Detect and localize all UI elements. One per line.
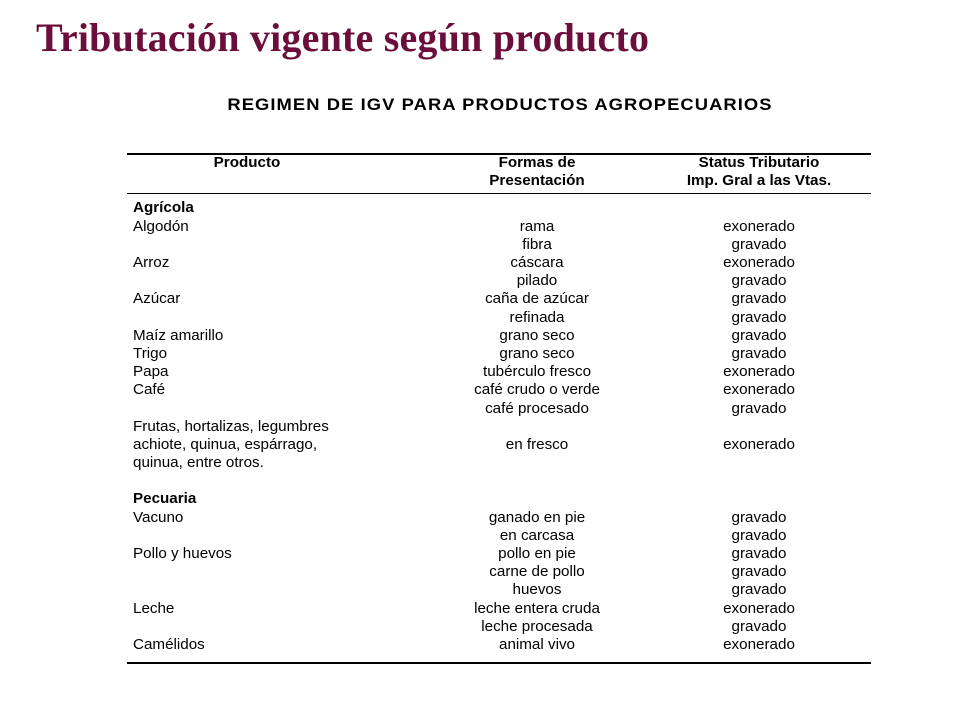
forma-cell: grano seco xyxy=(499,326,575,344)
table-row xyxy=(127,581,871,599)
status-cell: gravado xyxy=(731,563,787,581)
table-row xyxy=(127,381,871,399)
producto-cell: Pollo y huevos xyxy=(133,545,232,563)
table-row xyxy=(127,454,871,472)
producto-cell: Azúcar xyxy=(133,290,181,308)
forma-cell: caña de azúcar xyxy=(485,290,589,308)
producto-cell xyxy=(127,563,427,581)
forma-cell: pollo en pie xyxy=(498,545,576,563)
forma-cell: ganado en pie xyxy=(488,508,586,526)
table-row xyxy=(127,254,871,272)
header-status-line1: Status Tributario xyxy=(698,154,820,171)
table-row xyxy=(127,236,871,254)
header-formas-line2: Presentación xyxy=(489,172,585,190)
status-cell: gravado xyxy=(731,326,787,344)
table-row xyxy=(127,600,871,618)
status-cell: gravado xyxy=(731,399,787,417)
spacer-row xyxy=(127,190,871,199)
forma-cell: en fresco xyxy=(505,436,569,454)
header-producto: Producto xyxy=(213,154,281,171)
table-title: REGIMEN DE IGV PARA PRODUCTOS AGROPECUARIOS xyxy=(227,95,773,114)
forma-cell: leche procesada xyxy=(481,617,593,635)
status-cell xyxy=(647,418,871,436)
status-cell: exonerado xyxy=(723,217,795,235)
producto-cell xyxy=(127,272,427,290)
producto-cell: Trigo xyxy=(133,345,168,363)
forma-cell: fibra xyxy=(522,235,552,253)
table-row xyxy=(127,545,871,563)
status-cell: gravado xyxy=(731,617,787,635)
forma-cell: animal vivo xyxy=(499,636,575,654)
forma-cell: café crudo o verde xyxy=(474,381,600,399)
producto-cell: Papa xyxy=(133,363,169,381)
forma-cell: grano seco xyxy=(499,345,575,363)
forma-cell xyxy=(427,418,647,436)
forma-cell: café procesado xyxy=(485,399,589,417)
forma-cell xyxy=(427,454,647,472)
table-row xyxy=(127,327,871,345)
producto-cell: Algodón xyxy=(133,217,189,235)
table-row xyxy=(127,218,871,236)
producto-cell: Leche xyxy=(133,599,175,617)
producto-cell: achiote, quinua, espárrago, xyxy=(133,436,318,454)
status-cell: gravado xyxy=(731,308,787,326)
table-row xyxy=(127,290,871,308)
table-row xyxy=(127,309,871,327)
igv-table xyxy=(127,154,871,654)
table-row xyxy=(127,363,871,381)
forma-cell: refinada xyxy=(509,308,565,326)
header-row-1 xyxy=(127,154,871,172)
table-row xyxy=(127,563,871,581)
forma-cell: cáscara xyxy=(510,254,564,272)
status-cell: gravado xyxy=(731,581,787,599)
status-cell: gravado xyxy=(731,345,787,363)
producto-cell: Arroz xyxy=(133,254,170,272)
producto-cell: Café xyxy=(133,381,166,399)
producto-cell: Frutas, hortalizas, legumbres xyxy=(133,417,329,435)
table-row xyxy=(127,400,871,418)
producto-cell: Vacuno xyxy=(133,508,184,526)
status-cell: exonerado xyxy=(723,381,795,399)
status-cell: gravado xyxy=(731,290,787,308)
bottom-rule xyxy=(127,662,871,664)
status-cell: exonerado xyxy=(723,254,795,272)
table-row xyxy=(127,345,871,363)
producto-cell xyxy=(127,236,427,254)
slide-title: Tributación vigente según producto xyxy=(36,15,650,60)
producto-cell xyxy=(127,400,427,418)
status-cell: exonerado xyxy=(723,636,795,654)
forma-cell: en carcasa xyxy=(499,526,575,544)
table-row xyxy=(127,418,871,436)
forma-cell: pilado xyxy=(516,272,558,290)
status-cell xyxy=(647,454,871,472)
status-cell: exonerado xyxy=(723,436,795,454)
table-row xyxy=(127,509,871,527)
status-cell: gravado xyxy=(731,508,787,526)
producto-cell xyxy=(127,618,427,636)
header-status-line2: Imp. Gral a las Vtas. xyxy=(686,172,832,190)
producto-cell: Maíz amarillo xyxy=(133,326,224,344)
status-cell: gravado xyxy=(731,526,787,544)
table-row xyxy=(127,527,871,545)
status-cell: gravado xyxy=(731,235,787,253)
section-row xyxy=(127,490,871,508)
producto-cell xyxy=(127,309,427,327)
spacer-row xyxy=(127,472,871,490)
header-formas-line1: Formas de xyxy=(498,154,576,171)
forma-cell: rama xyxy=(519,217,555,235)
forma-cell: huevos xyxy=(512,581,562,599)
table-row xyxy=(127,272,871,290)
status-cell: gravado xyxy=(731,272,787,290)
status-cell: exonerado xyxy=(723,599,795,617)
forma-cell: tubérculo fresco xyxy=(482,363,592,381)
status-cell: gravado xyxy=(731,545,787,563)
section-pecuaria: Pecuaria xyxy=(133,490,197,508)
status-cell: exonerado xyxy=(723,363,795,381)
table-row xyxy=(127,636,871,654)
section-row xyxy=(127,199,871,217)
producto-cell: quinua, entre otros. xyxy=(133,454,264,472)
forma-cell: leche entera cruda xyxy=(474,599,600,617)
table-row xyxy=(127,618,871,636)
producto-cell xyxy=(127,581,427,599)
forma-cell: carne de pollo xyxy=(489,563,585,581)
table-row xyxy=(127,436,871,454)
producto-cell: Camélidos xyxy=(133,636,205,654)
producto-cell xyxy=(127,527,427,545)
section-agricola: Agrícola xyxy=(133,199,194,217)
